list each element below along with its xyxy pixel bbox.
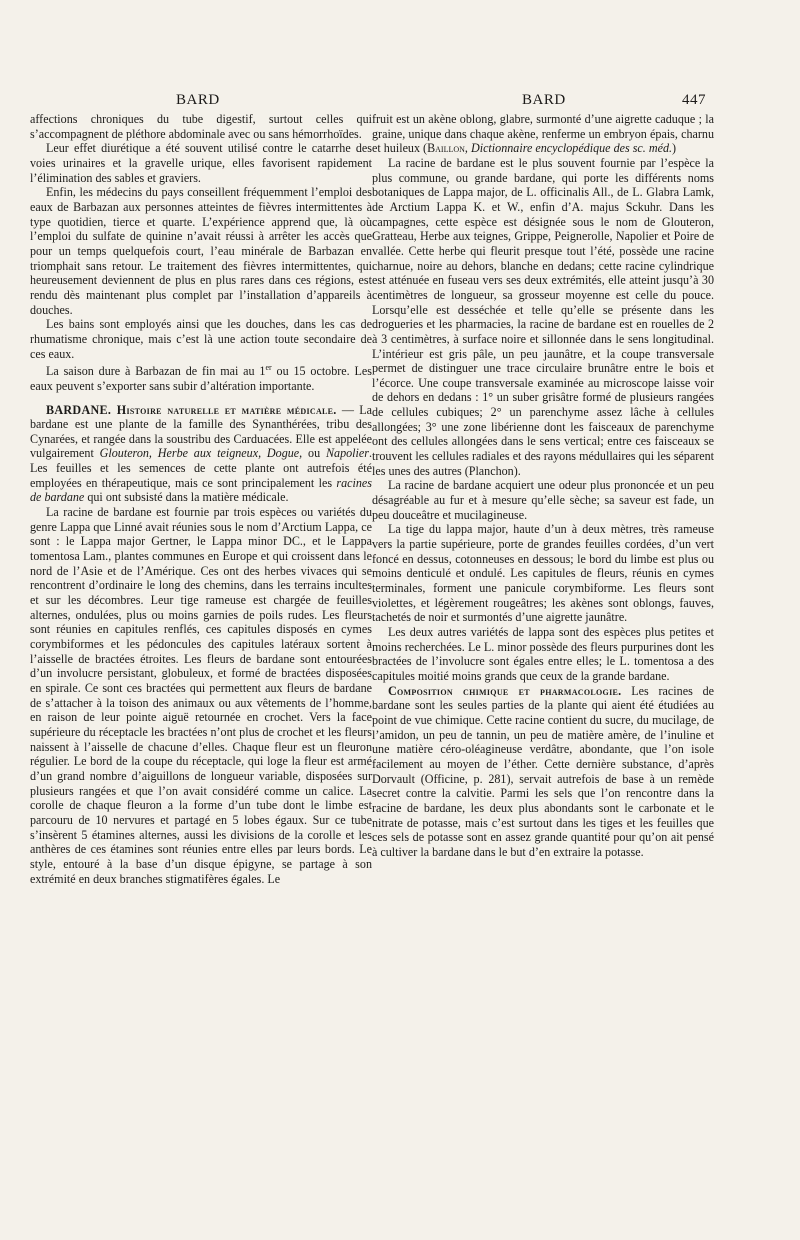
paragraph-root-source: La racine de bardane est le plus souvent fournie par l’espèce la plus commune, ou grande bardane, qui porte les différents noms botaniques de Lappa major, de L. officinalis All., de L. Glabra Lamk, de Arctium Lappa K. et W., enfin d’A. majus Sckuhr. Dans les campagnes, cette espèce est désignée sous le nom de Glouteron, Gratteau, Herbe aux teignes, Grippe, Peignerolle, Napolier et Poire de vallée. Cette herbe qui fleurit presque tout l’été, possède une racine charnue, noire au dehors, blanche en dedans; cette racine cylindrique est atténuée en fuseau vers ses deux extrémités, elle atteint jusqu’à 30 centimètres de longueur, sa grosseur moyenne est celle du pouce. Lorsqu’elle est desséchée et telle qu’elle se présente dans les drogueries et les pharmacies, la racine de bardane est en rouelles de 2 à 3 centimètres, à surface noire et sillonnée dans le sens longitudinal. L’intérieur est gris pâle, un peu jaunâtre, et la coupe transversale permet de distinguer une trace circulaire brunâtre entre le bois et l’écorce. Une coupe transversale examinée au microscope laisse voir de dehors en dedans : 1° un suber grisâtre formé de plusieurs rangées de cellules cubiques; 2° un parenchyme assez lâche à cellules allongées; 3° une zone libérienne dont les faisceaux de parenchyme ont des cellules allongées dans le sens vertical; entre ces faisceaux se trouvent les cellules radiales et des rayons médullaires qui les séparent les unes des autres (Planchon). [372,155,714,478]
paragraph-fruit [372,112,714,156]
right-column [372,112,714,859]
bardane-text-3: qui ont subsisté dans la matière médicale. [84,490,289,505]
paragraph-stem: La tige du lappa major, haute d’un à deux mètres, très rameuse vers la partie supérieure, porte de grandes feuilles cordées, d’un vert foncé en dessus, cotonneuses en dessous; le bord du limbe est plus ou moins denticulé et ondulé. Les capitules de fleurs, réunis en cymes terminales, forment une panicule corymbiforme. Les fleurs sont violettes, et légèrement rougeâtres; les akènes sont oblongs, fauves, tachetés de noir et surmontés d’une aigrette jaunâtre. [372,522,714,625]
season-superscript: er [265,363,272,373]
bardane-roots-term: racines de bardane [30,475,372,505]
bardane-name-napolier: Napolier [325,446,369,461]
left-column [30,112,372,886]
running-head-left: BARD [176,92,220,108]
citation-title: Dictionnaire encyclopédique des sc. méd. [470,141,673,156]
paragraph-fevers: Enfin, les médecins du pays conseillent fréquemment l’emploi des eaux de Barbazan aux personnes atteintes de fièvres intermittentes à type quotidien, tierce et quarte. L’expérience apprend que, là où l’emploi du sulfate de quinine n’avait réussi à arrêter les accès que pour un temps quelquefois court, l’eau minérale de Barbazan en triomphait sans retour. Le traitement des fièvres intermittentes, qui heureusement deviennent de plus en plus rares dans ces régions, est rendu dès maintenant plus complet par l’installation d’appareils à douches. [30,185,372,317]
paragraph-diuretic: Leur effet diurétique a été souvent utilisé contre le catarrhe des voies urinaires et la gravelle urique, elles favorisent rapidement l’élimination des sables et graviers. [30,141,372,185]
bardane-text: — La bardane est une plante de la famille des Synanthérées, tribu des Cynarées, et rangée dans la soustribu des Carduacées. Elle est appelée vulgairement [30,402,372,461]
paragraph-baths: Les bains sont employés ainsi que les douches, dans les cas de rhumatisme chronique, mais c’est là une action toute secondaire de ces eaux. [30,317,372,361]
paragraph-varieties: Les deux autres variétés de lappa sont des espèces plus petites et moins recherchées. Le L. minor possède des fleurs purpurines dont les bractées de l’involucre sont égales entre elles; le L. tomentosa a des capitules moitié moins grands que ceux de la grande bardane. [372,624,714,683]
page-number: 447 [682,92,706,108]
paragraph-season [30,361,372,393]
season-text-end: ou 15 octobre. Les eaux peuvent s’exporter sans subir d’altération importante. [30,364,372,393]
entry-heading-bardane: BARDANE. Histoire naturelle et matière médicale. [46,402,337,417]
fruit-text: fruit est un akène oblong, glabre, surmonté d’une aigrette caduque ; la graine, unique dans chaque akène, renferme un embryon épais, charnu et huileux ( [372,112,714,156]
season-text: La saison dure à Barbazan de fin mai au 1 [46,364,266,379]
bardane-text-or: ou [302,446,326,461]
paragraph-species: La racine de bardane est fournie par trois espèces ou variétés du genre Lappa que Linné avait réunies sous le nom d’Arctium Lappa, ce sont : le Lappa major Gertner, le Lappa minor DC., et le Lappa tomentosa Lam., plantes communes en Europe et qui croissent dans le nord de l’Asie et de l’Amérique. Ces ont des herbes vivaces qui se rencontrent d’ordinaire le long des chemins, dans les terrains incultes et sur les décombres. Leur tige rameuse est chargée de feuilles alternes, ondulées, plus ou moins garnies de poils rudes. Les fleurs sont réunies en capitules renflés, ces capitules disposés en cymes corymbiformes et les pédoncules des capitules latéraux sortent à l’aisselle de bractées étroites. Les fleurs de bardane sont entourées d’un involucre persistant, globuleux, et formé de bractées disposées en spirale. Ce sont ces bractées qui permettent aux fleurs de bardane de s’attacher à la toison des animaux ou aux vêtements de l’homme, en raison de leur pointe aiguë retournée en crochet. Vers la face supérieure du réceptacle les bractées n’ont plus de crochet et les fleurs naissent à l’aisselle de chacune d’elles. Chaque fleur est un fleuron régulier. Le bord de la coupe du réceptacle, qui loge la fleur est armé d’un grand nombre d’aiguillons de longueur variable, disposées sur plusieurs rangées et que l’on avait considéré comme un calice. La corolle de chaque fleuron a la forme d’un tube dont le limbe est parcouru de 10 nervures et partagé en 5 lobes égaux. Sur ce tube s’insèrent 5 étamines alternes, aussi les divisions de la corolle et les anthères de ces étamines sont réunies entre elles par leurs bords. Le style, entouré à la base d’un disque épigyne, se partage à son extrémité en deux branches stigmatifères égales. Le [30,505,372,886]
bardane-common-names: Glouteron, Herbe aux teigneux, Dogue, [99,446,303,461]
fruit-text-comma: , [464,141,471,156]
paragraph-affections: affections chroniques du tube digestif, surtout celles qui s’accompagnent de pléthore abdominale avec ou sans hémorrhoïdes. [30,112,372,141]
running-head-right: BARD [522,92,566,108]
fruit-text-end: ) [672,141,677,156]
bardane-text-2: . Les feuilles et les semences de cette plante ont autrefois été employées en thérapeutique, mais ce sont principalement les [30,446,372,490]
citation-author: Baillon [427,141,465,156]
paragraph-odor: La racine de bardane acquiert une odeur plus prononcée et un peu désagréable au fur et à mesure qu’elle sèche; sa saveur est fade, un peu douceâtre et mucilagineuse. [372,478,714,522]
composition-text: Les racines de bardane sont les seules parties de la plante qui aient été étudiées au point de vue chimique. Cette racine contient du sucre, du mucilage, de l’amidon, un peu de tannin, un peu de matière amère, de l’inuline et une matière céro-oléagineuse verdâtre, abondante, que l’on isole facilement au moyen de l’éther. Cette dernière substance, d’après Dorvault (Officine, p. 281), servait autrefois de base à un remède secret contre la calvitie. Parmi les sels que l’on rencontre dans la racine de bardane, les deux plus abondants sont le carbonate et le nitrate de potasse, mais c’est surtout dans les tiges et les feuilles que ces sels de potasse sont en assez grande quantité pour qu’on ait pensé à cultiver la bardane dans le but d’en extraire la potasse. [372,683,714,859]
section-heading-composition: Composition chimique et pharmacologie. [388,683,622,698]
paragraph-bardane-intro [30,403,372,506]
paragraph-composition [372,684,714,860]
